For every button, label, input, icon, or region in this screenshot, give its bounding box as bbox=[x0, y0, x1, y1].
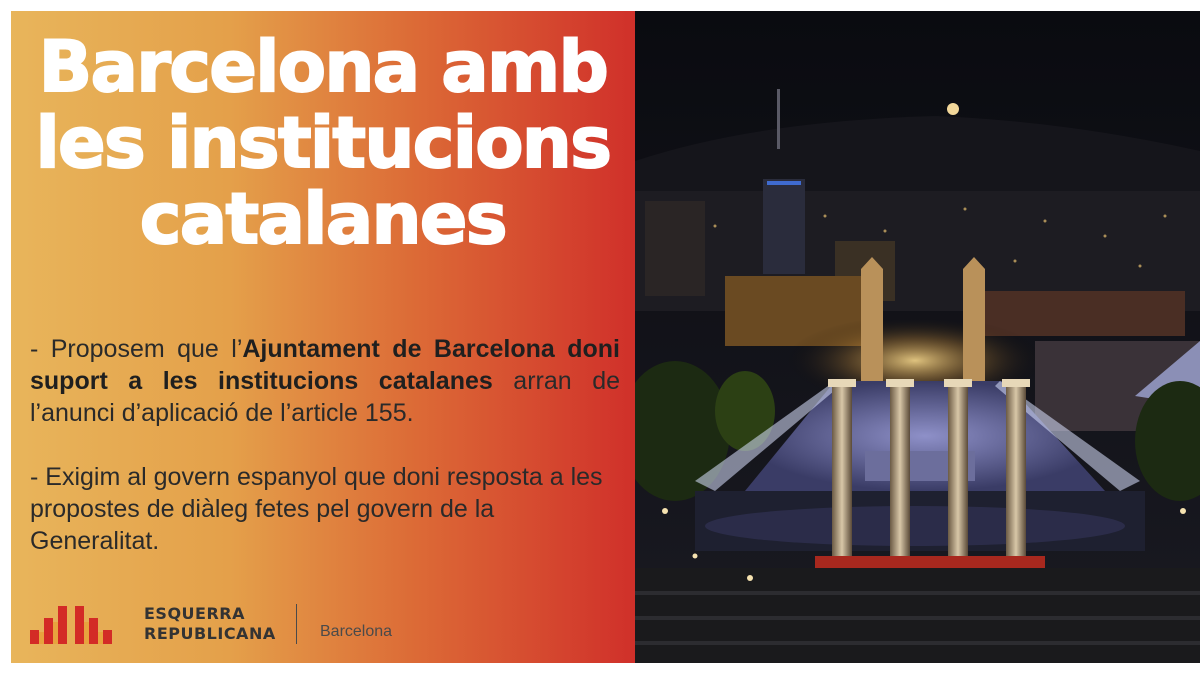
montjuic-night-illustration bbox=[635, 11, 1200, 663]
party-name-line-2: REPUBLICANA bbox=[144, 624, 276, 643]
party-logo bbox=[30, 596, 450, 656]
party-logo-icon bbox=[30, 600, 112, 644]
party-name bbox=[144, 604, 276, 644]
party-city: Barcelona bbox=[320, 623, 393, 640]
headline-line-2: les institucions bbox=[35, 102, 611, 184]
proposal-paragraph bbox=[30, 333, 620, 429]
text-panel bbox=[11, 11, 635, 663]
barcelona-night-photo bbox=[635, 11, 1200, 663]
party-name-line-1: ESQUERRA bbox=[144, 604, 245, 623]
logo-divider bbox=[296, 604, 297, 644]
headline bbox=[11, 26, 635, 260]
headline-line-3: catalanes bbox=[139, 178, 507, 260]
proposal-prefix: - Proposem que l’ bbox=[30, 335, 243, 363]
proposal-suffix: arran de l’anunci d’aplicació de l’article 155. bbox=[30, 367, 620, 427]
demand-paragraph: - Exigim al govern espanyol que doni resposta a les propostes de diàleg fetes pel govern de la Generalitat. bbox=[30, 463, 603, 555]
headline-line-1: Barcelona amb bbox=[38, 26, 608, 108]
proposal-bold-text: Ajuntament de Barcelona doni suport a les institucions catalanes bbox=[30, 335, 620, 395]
